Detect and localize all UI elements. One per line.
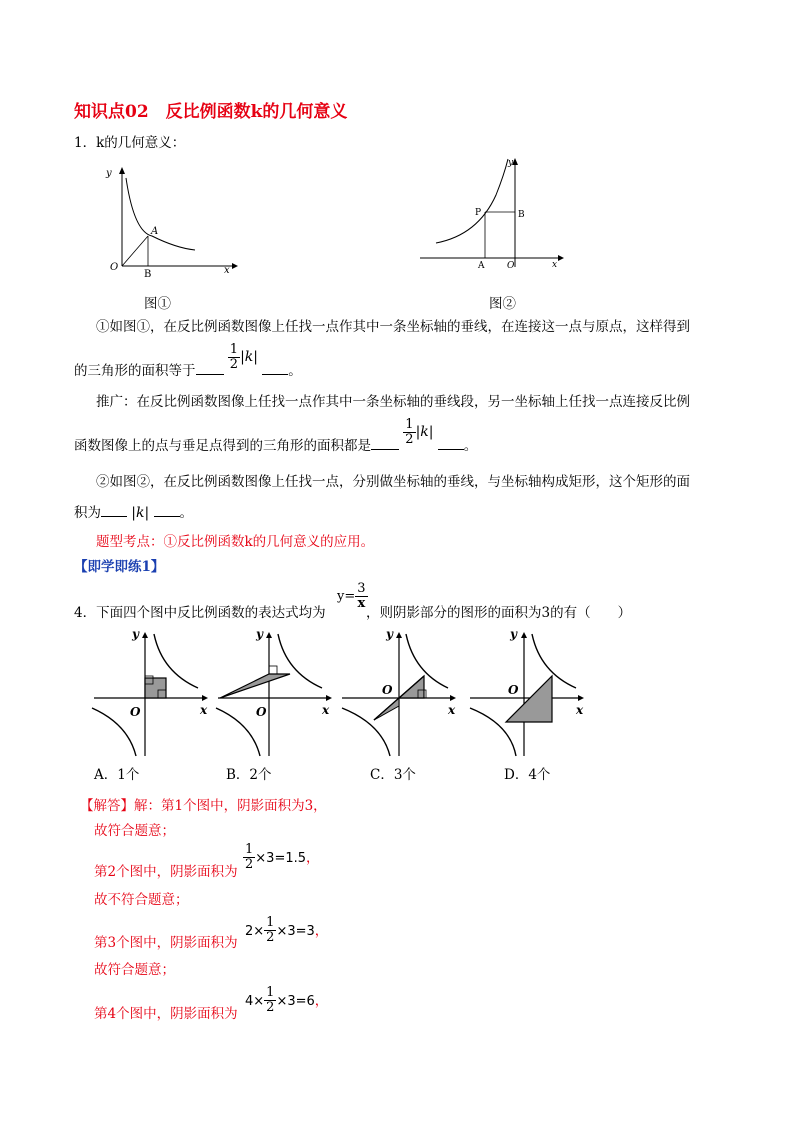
answer-line-3: 第2个图中，阴影面积为 (94, 864, 238, 880)
optB-y-label: y (256, 628, 263, 641)
practice-heading: 【即学即练1】 (74, 559, 165, 575)
question-type: 题型考点：①反比例函数k的几何意义的应用。 (96, 534, 375, 550)
optD-o-label: O (508, 683, 519, 697)
abs-k-3: |k| (131, 505, 150, 521)
optB-o-label: O (256, 705, 267, 719)
para3-line2: 积为 |k| 。 (74, 502, 193, 522)
optC-x-label: x (448, 703, 456, 717)
para2-line2: 函数图像上的点与垂足点得到的三角形的面积都是 $\frac{1}{2}$ |k| 。 (74, 417, 478, 454)
figure-1 (100, 162, 240, 280)
fraction-half-2: $\frac{1}{2}$ (405, 417, 414, 447)
option-graph-c (338, 628, 463, 760)
option-graph-b (214, 628, 339, 760)
abs-k-2: |k| (415, 424, 434, 440)
fig2-y-label: y (508, 158, 514, 168)
equation-y-3-over-x: y= $\frac{3}{x}$ (337, 581, 366, 611)
para2-line1: 推广：在反比例函数图像上任找一点作其中一条坐标轴的垂线段，另一坐标轴上任找一点连接反比例 (96, 394, 690, 410)
answer-line-7: 第4个图中，阴影面积为 (94, 1006, 238, 1022)
figure-2 (418, 155, 566, 273)
fraction-half: $\frac{1}{2}$ (229, 342, 239, 372)
optB-x-label: x (322, 703, 330, 717)
section-heading: 知识点02 反比例函数k的几何意义 (74, 102, 348, 122)
answer-line-6: 故符合题意； (94, 962, 175, 978)
question-4-tail: ，则阴影部分的图形的面积为3的有（ ） (366, 605, 632, 621)
item-1: 1．k的几何意义： (74, 135, 186, 151)
answer-math-3: $\frac{1}{2}$ ×3=1.5， (245, 842, 320, 872)
caption-figure-2: 图② (489, 296, 516, 312)
option-b[interactable]: B．2个 (226, 767, 272, 783)
fig1-y-label: y (106, 168, 112, 179)
option-graph-d (466, 628, 591, 760)
fig1-b-label: B (144, 269, 152, 280)
option-graph-a (90, 628, 215, 760)
answer-line-4: 故不符合题意； (94, 892, 189, 908)
fig1-o-label: O (110, 262, 119, 273)
para1-line1: ①如图①，在反比例函数图像上任找一点作其中一条坐标轴的垂线，在连接这一点与原点，这样得到 (96, 319, 690, 335)
fig1-a-label: A (151, 226, 159, 237)
para3-line1: ②如图②，在反比例函数图像上任找一点，分别做坐标轴的垂线，与坐标轴构成矩形，这个矩形的面 (96, 474, 690, 490)
fig2-x-label: x (552, 260, 558, 270)
optA-y-label: y (132, 628, 139, 641)
answer-line-2: 故符合题意； (94, 823, 175, 839)
fig2-p-label: P (475, 208, 482, 218)
para1-line2: 的三角形的面积等于 $\frac{1}{2}$ |k| 。 (74, 342, 302, 379)
answer-line-1: 【解答】解：第1个图中，阴影面积为3， (80, 798, 327, 814)
optA-x-label: x (200, 703, 208, 717)
fig1-x-label: x (224, 265, 230, 276)
fig2-a-label: A (478, 261, 485, 271)
option-a[interactable]: A．1个 (94, 767, 140, 783)
optD-y-label: y (510, 628, 517, 641)
option-c[interactable]: C．3个 (370, 767, 416, 783)
optA-o-label: O (130, 705, 141, 719)
answer-math-7: 4× $\frac{1}{2}$ ×3=6， (245, 985, 329, 1015)
optC-y-label: y (386, 628, 393, 641)
question-4: 4．下面四个图中反比例函数的表达式均为 (74, 605, 326, 621)
answer-math-5: 2× $\frac{1}{2}$ ×3=3， (245, 915, 329, 945)
optC-o-label: O (382, 683, 393, 697)
option-d[interactable]: D．4个 (504, 767, 551, 783)
caption-figure-1: 图① (144, 296, 171, 312)
optD-x-label: x (576, 703, 584, 717)
abs-k: |k| (240, 349, 258, 365)
fig2-o-label: O (507, 261, 515, 271)
answer-line-5: 第3个图中，阴影面积为 (94, 935, 238, 951)
fig2-b-label: B (518, 210, 525, 220)
